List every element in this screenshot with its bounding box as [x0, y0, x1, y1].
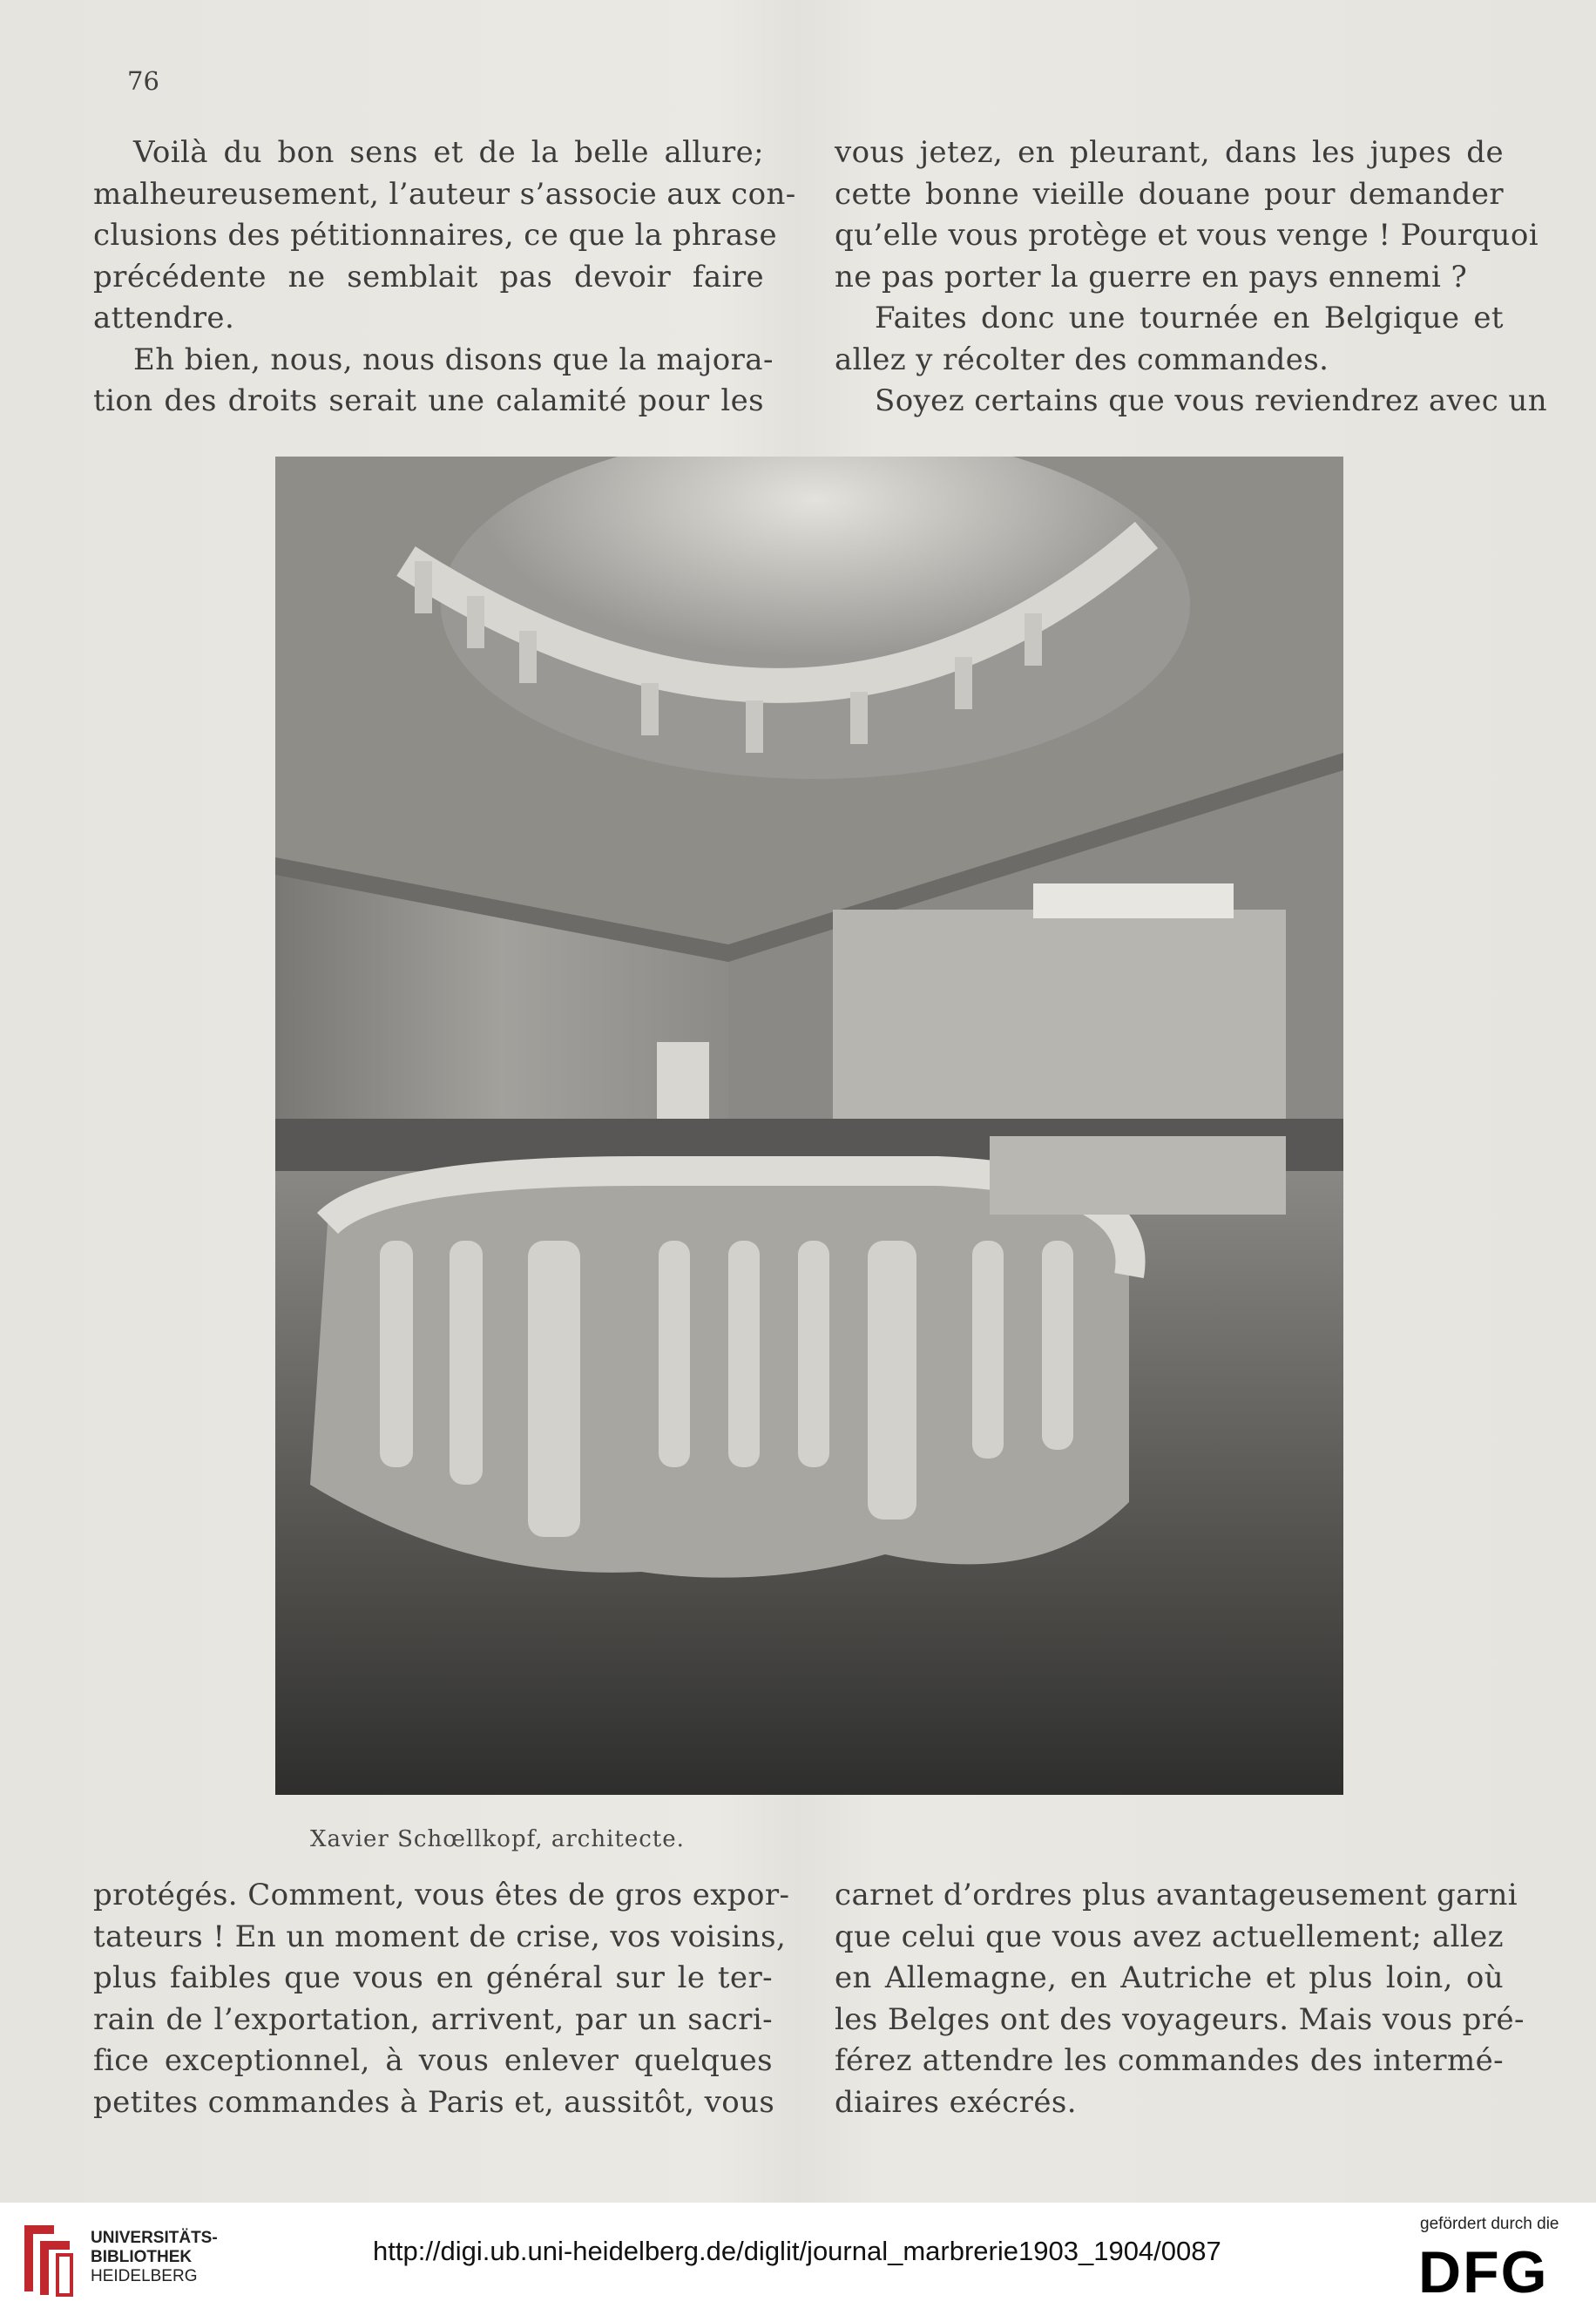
text-line: tateurs ! En un moment de crise, vos voisins, — [93, 1919, 787, 1954]
text-line: vous jetez, en pleurant, dans les jupes de — [835, 135, 1504, 170]
library-line-2: BIBLIOTHEK — [91, 2248, 193, 2266]
text-line: plus faibles que vous en général sur le ter- — [93, 1960, 773, 1995]
text-line: les Belges ont des voyageurs. Mais vous pré- — [835, 2001, 1525, 2037]
text-line: qu’elle vous protège et vous venge ! Pourquoi — [835, 218, 1539, 253]
university-library-logo-icon — [19, 2217, 77, 2300]
right-column-bottom — [835, 1875, 1525, 2123]
funding-note: gefördert durch die — [1420, 2215, 1559, 2233]
text-line: rain de l’exportation, arrivent, par un sacri- — [93, 2001, 773, 2037]
photograph-balustrade-icon — [275, 457, 1343, 1795]
text-line: Soyez certains que vous reviendrez avec un — [875, 383, 1547, 418]
permalink-url[interactable]: http://digi.ub.uni-heidelberg.de/diglit/journal_marbrerie1903_1904/0087 — [373, 2236, 1221, 2266]
left-column-top — [93, 132, 796, 423]
text-line: carnet d’ordres plus avantageusement garni — [835, 1878, 1518, 1912]
text-line: cette bonne vieille douane pour demander — [835, 176, 1504, 212]
text-line: que celui que vous avez actuellement; allez — [835, 1919, 1504, 1954]
text-line: allez y récolter des commandes. — [835, 342, 1329, 377]
left-column-bottom — [93, 1875, 790, 2123]
text-line: Voilà du bon sens et de la belle allure; — [133, 135, 764, 170]
library-line-3: HEIDELBERG — [91, 2267, 198, 2285]
text-line: en Allemagne, en Autriche et plus loin, où — [835, 1960, 1504, 1995]
text-line: Eh bien, nous, nous disons que la majora- — [133, 342, 774, 377]
text-line: tion des droits serait une calamité pour les — [93, 383, 764, 418]
text-line: attendre. — [93, 301, 235, 335]
text-line: petites commandes à Paris et, aussitôt, vous — [93, 2084, 775, 2120]
text-line: diaires exécrés. — [835, 2084, 1077, 2120]
right-column-top — [835, 132, 1547, 423]
photograph-balustrade — [275, 457, 1343, 1795]
page-number: 76 — [127, 66, 159, 96]
text-line: férez attendre les commandes des intermé- — [835, 2043, 1504, 2078]
library-name — [91, 2229, 218, 2286]
text-line: protégés. Comment, vous êtes de gros expor- — [93, 1878, 790, 1912]
text-line: clusions des pétitionnaires, ce que la phrase — [93, 218, 777, 253]
dfg-logo: DFG — [1418, 2239, 1549, 2305]
text-line: précédente ne semblait pas devoir faire — [93, 259, 764, 294]
caption-text: Xavier Schœllkopf, architecte. — [310, 1826, 685, 1852]
text-line: malheureusement, l’auteur s’associe aux con- — [93, 176, 796, 212]
text-line: ne pas porter la guerre en pays ennemi ? — [835, 259, 1468, 294]
library-line-1: UNIVERSITÄTS- — [91, 2229, 218, 2247]
text-line: Faites donc une tournée en Belgique et — [875, 301, 1504, 335]
text-line: fice exceptionnel, à vous enlever quelques — [93, 2043, 773, 2078]
photo-caption — [275, 1826, 1343, 1852]
